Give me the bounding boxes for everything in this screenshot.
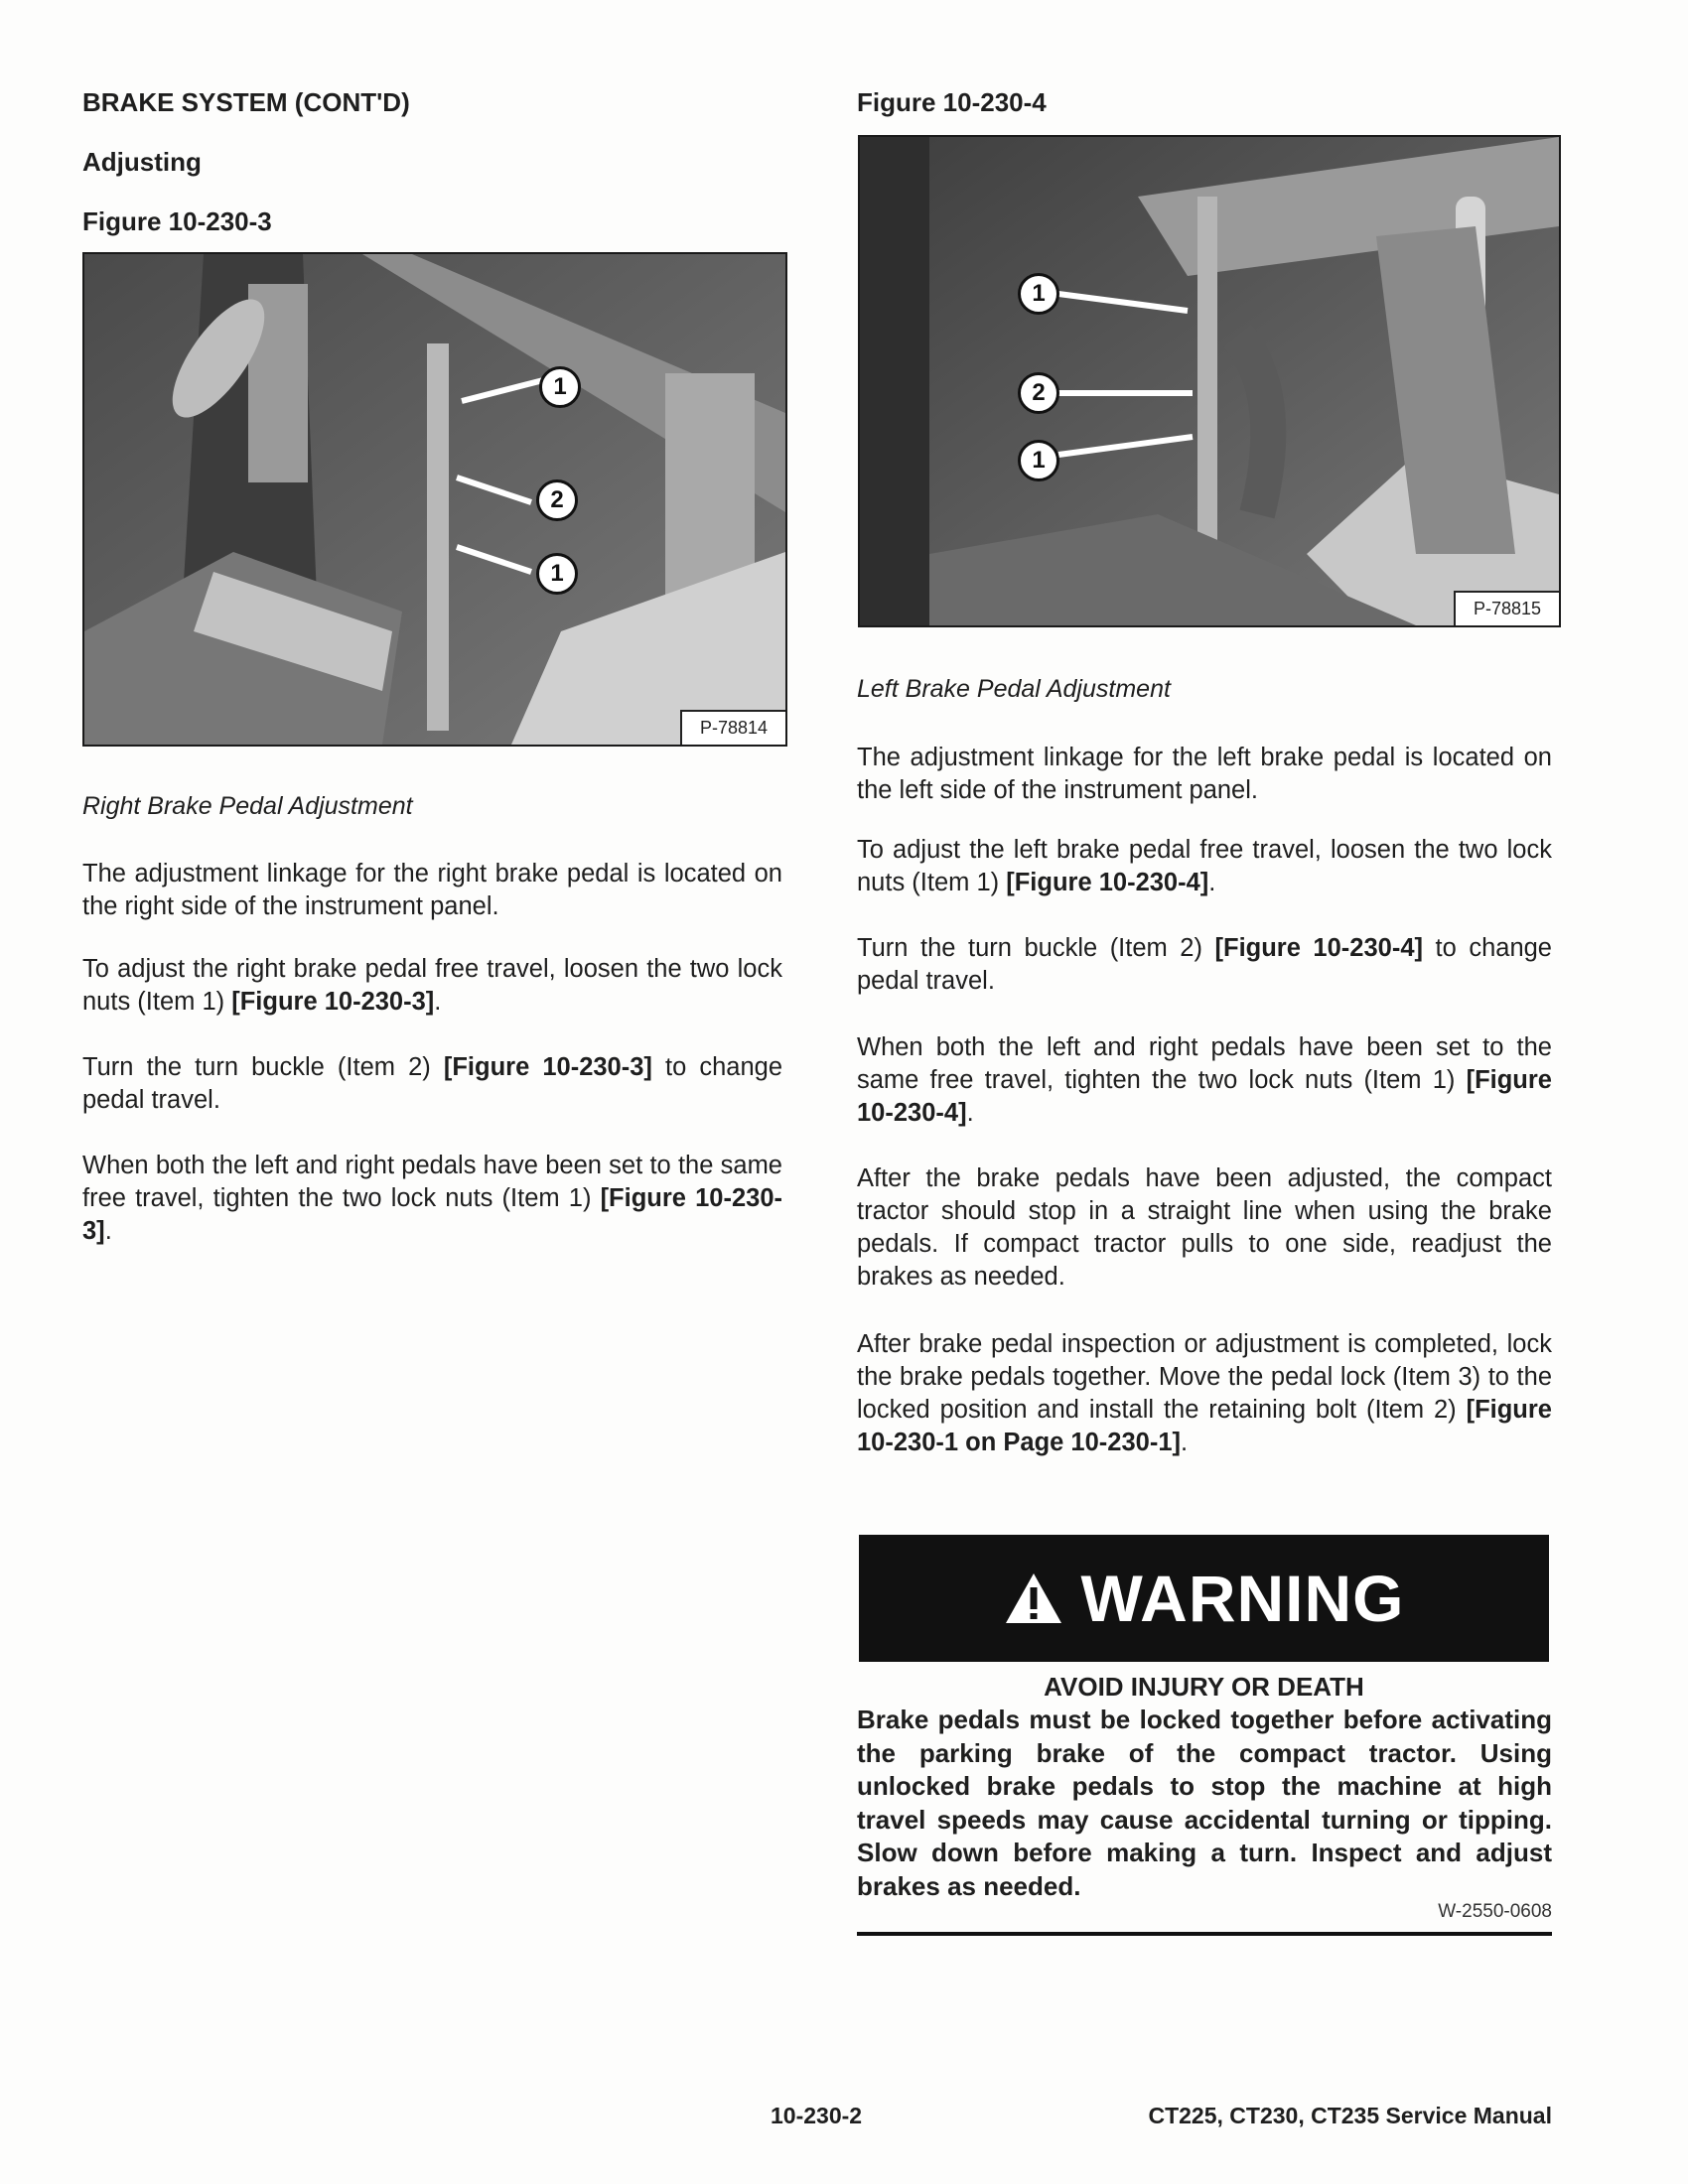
warning-banner [859, 1535, 1549, 1662]
photo-code-right: P-78815 [1454, 591, 1559, 625]
figure-label-right: Figure 10-230-4 [857, 87, 1047, 117]
photo-code-left: P-78814 [680, 710, 785, 745]
callout-left-1a: 1 [539, 366, 581, 408]
callout-right-2: 2 [1018, 372, 1059, 414]
warning-body: Brake pedals must be locked together before activating the parking brake of the compact tractor. Using unlocked brake pedals to stop the machine at high travel speeds may cause accidental turning or tipping. Slow down before making a turn. Inspect and adjust brakes as needed. [857, 1705, 1552, 1901]
warning-triangle-icon [1004, 1571, 1063, 1625]
page-number: 10-230-2 [771, 2103, 863, 2128]
left-para-2: To adjust the right brake pedal free travel, loosen the two lock nuts (Item 1) [Figure 10-230-3]. [82, 955, 782, 1016]
callout-left-1b: 1 [536, 553, 578, 595]
manual-title: CT225, CT230, CT235 Service Manual [1148, 2103, 1552, 2128]
figure-ref: [Figure 10-230-3] [82, 1184, 782, 1245]
section-title: BRAKE SYSTEM (CONT'D) [82, 87, 410, 117]
callout-right-1a: 1 [1018, 273, 1059, 315]
callout-right-1b: 1 [1018, 440, 1059, 481]
figure-label-left: Figure 10-230-3 [82, 206, 272, 236]
warning-subtitle: AVOID INJURY OR DEATH [1044, 1672, 1364, 1702]
figure-ref: [Figure 10-230-3] [231, 988, 435, 1016]
left-para-3: Turn the turn buckle (Item 2) [Figure 10-230-3] to change pedal travel. [82, 1053, 782, 1114]
figure-ref: [Figure 10-230-3] [443, 1053, 652, 1081]
figure-ref: [Figure 10-230-4] [1214, 934, 1424, 962]
figure-ref: [Figure 10-230-1 on Page 10-230-1] [857, 1396, 1552, 1456]
left-para-1: The adjustment linkage for the right brake pedal is located on the right side of the instrument panel. [82, 860, 782, 920]
figure-ref: [Figure 10-230-4] [857, 1066, 1552, 1127]
right-para-2: To adjust the left brake pedal free travel, loosen the two lock nuts (Item 1) [Figure 10-230-4]. [857, 836, 1552, 896]
right-para-1: The adjustment linkage for the left brake pedal is located on the left side of the instrument panel. [857, 744, 1552, 804]
left-brake-photo [858, 135, 1561, 627]
left-para-4: When both the left and right pedals have been set to the same free travel, tighten the two lock nuts (Item 1) [Figure 10-230-3]. [82, 1152, 782, 1245]
caption-right: Left Brake Pedal Adjustment [857, 675, 1171, 703]
right-para-6: After brake pedal inspection or adjustment is completed, lock the brake pedals together. Move the pedal lock (Item 3) to the locked position and install the retaining bolt (Item 2) [Figure 10-230-1 on Page 10-230-1]. [857, 1330, 1552, 1456]
subsection-title: Adjusting [82, 147, 202, 177]
right-para-4: When both the left and right pedals have been set to the same free travel, tighten the two lock nuts (Item 1) [Figure 10-230-4]. [857, 1033, 1552, 1127]
right-para-5: After the brake pedals have been adjusted, the compact tractor should stop in a straight line when using the brake pedals. If compact tractor pulls to one side, readjust the brakes as needed. [857, 1164, 1552, 1291]
figure-ref: [Figure 10-230-4] [1006, 869, 1209, 896]
right-para-3: Turn the turn buckle (Item 2) [Figure 10-230-4] to change pedal travel. [857, 934, 1552, 995]
right-brake-photo [82, 252, 787, 747]
callout-left-2: 2 [536, 479, 578, 521]
warning-code: W-2550-0608 [1438, 1901, 1552, 1922]
caption-left: Right Brake Pedal Adjustment [82, 792, 413, 820]
warning-rule [857, 1932, 1552, 1936]
warning-title: WARNING [1080, 1562, 1405, 1635]
